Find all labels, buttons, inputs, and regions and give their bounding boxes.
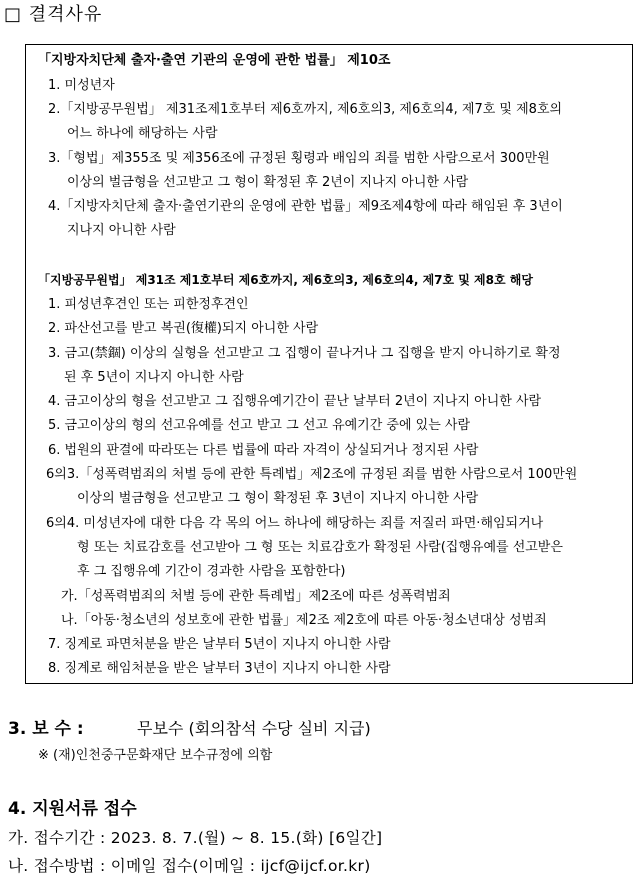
law2-item: 된 후 5년이 지나지 아니한 사람 — [64, 370, 244, 385]
law1-item: 지나지 아니한 사람 — [67, 223, 176, 238]
section-title: □ 결격사유 — [4, 4, 103, 25]
law2-item: 5. 금고이상의 형의 선고유예를 선고 받고 그 선고 유예기간 중에 있는 사람 — [48, 418, 471, 433]
law2-item: 3. 금고(禁錮) 이상의 실형을 선고받고 그 집행이 끝나거나 그 집행을 받지 아니하기로 확정 — [48, 346, 561, 361]
law2-item: 나.「아동·청소년의 성보호에 관한 법률」제2조 제2호에 따른 아동·청소년대상 성범죄 — [61, 613, 547, 628]
law2-item: 4. 금고이상의 형을 선고받고 그 집행유예기간이 끝난 날부터 2년이 지나지 아니한 사람 — [48, 394, 542, 409]
law2-item: 6. 법원의 판결에 따라또는 다른 법률에 따라 자격이 상실되거나 정지된 사람 — [48, 443, 479, 458]
pay-value: 무보수 (회의참석 수당 실비 지급) — [137, 719, 371, 738]
law1-item: 어느 하나에 해당하는 사람 — [67, 126, 218, 141]
application-heading: 4. 지원서류 접수 — [8, 799, 137, 819]
law2-item: 6의3.「성폭력범죄의 처벌 등에 관한 특례법」제2조에 규정된 죄를 범한 사람으로서 100만원 — [46, 467, 578, 482]
pay-note: ※ (재)인천중구문화재단 보수규정에 의함 — [38, 748, 273, 763]
law2-item: 2. 파산선고를 받고 복권(復權)되지 아니한 사람 — [48, 321, 319, 336]
application-method: 나. 접수방법 : 이메일 접수(이메일 : ijcf@ijcf.or.kr) — [8, 857, 371, 875]
pay-heading: 3. 보 수 : — [8, 719, 84, 739]
law2-item: 1. 피성년후견인 또는 피한정후견인 — [48, 297, 249, 312]
law2-item: 7. 징계로 파면처분을 받은 날부터 5년이 지나지 아니한 사람 — [48, 637, 391, 652]
law2-item: 형 또는 치료감호를 선고받아 그 형 또는 치료감호가 확정된 사람(집행유예를 선고받은 — [77, 540, 563, 555]
law2-heading: 「지방공무원법」 제31조 제1호부터 제6호까지, 제6호의3, 제6호의4, 제7호 및 제8호 해당 — [38, 273, 533, 287]
law1-item: 1. 미성년자 — [48, 78, 115, 93]
law1-item: 3.「형법」제355조 및 제356조에 규정된 횡령과 배임의 죄를 범한 사람으로서 300만원 — [48, 151, 550, 166]
law2-item: 이상의 벌금형을 선고받고 그 형이 확정된 후 3년이 지나지 아니한 사람 — [77, 491, 479, 506]
law2-item: 가.「성폭력범죄의 처벌 등에 관한 특례법」제2조에 따른 성폭력범죄 — [61, 589, 451, 604]
application-period: 가. 접수기간 : 2023. 8. 7.(월) ~ 8. 15.(화) [6일간] — [8, 829, 383, 847]
law1-item: 2.「지방공무원법」 제31조제1호부터 제6호까지, 제6호의3, 제6호의4, 제7호 및 제8호의 — [48, 102, 563, 117]
law1-item: 이상의 벌금형을 선고받고 그 형이 확정된 후 2년이 지나지 아니한 사람 — [67, 175, 469, 190]
law2-item: 8. 징계로 해임처분을 받은 날부터 3년이 지나지 아니한 사람 — [48, 661, 391, 676]
law1-heading: 「지방자치단체 출자·출연 기관의 운영에 관한 법률」 제10조 — [38, 53, 391, 68]
law2-item: 6의4. 미성년자에 대한 다음 각 목의 어느 하나에 해당하는 죄를 저질러 파면·해임되거나 — [46, 516, 544, 531]
law1-item: 4.「지방자치단체 출자·출연기관의 운영에 관한 법률」제9조제4항에 따라 해임된 후 3년이 — [48, 199, 563, 214]
law2-item: 후 그 집행유예 기간이 경과한 사람을 포함한다) — [77, 564, 346, 579]
